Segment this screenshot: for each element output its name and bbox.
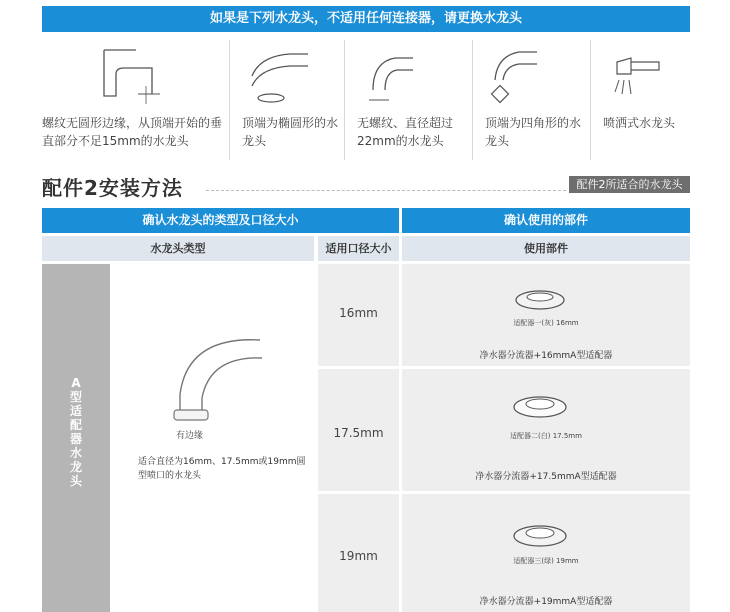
column-header-type: 水龙头类型 <box>42 236 314 261</box>
section-divider <box>206 190 566 191</box>
oval-tip-faucet-icon <box>230 46 345 112</box>
unsuitable-item <box>42 40 230 160</box>
column-header-size: 适用口径大小 <box>318 236 399 261</box>
part-description: 净水器分流器+16mmA型适配器 <box>479 351 613 361</box>
size-value: 17.5mm <box>333 426 384 440</box>
unsuitable-faucet-list <box>42 40 690 160</box>
section-tag: 配件2所适合的水龙头 <box>569 176 690 193</box>
unsuitable-item <box>473 40 591 160</box>
adapter-label: 适配器一(灰) 16mm <box>513 319 579 327</box>
faucet-type-label: 有边缘 <box>176 431 204 441</box>
size-value: 19mm <box>339 549 378 563</box>
unsuitable-item <box>591 40 690 160</box>
warning-banner: 如果是下列水龙头，不适用任何连接器，请更换水龙头 <box>42 6 690 32</box>
faucet-type-description: 适合直径为16mm、17.5mm或19mm圆型喷口的水龙头 <box>138 457 306 481</box>
rounded-rim-faucet-icon <box>42 46 230 112</box>
adapter-label: 适配器二(白) 17.5mm <box>510 432 582 440</box>
size-value: 16mm <box>339 306 378 320</box>
category-cell <box>42 264 110 612</box>
unsuitable-caption: 顶端为四角形的水龙头 <box>485 116 582 148</box>
unsuitable-caption: 喷洒式水龙头 <box>603 116 676 130</box>
category-label: A型适配器水龙头 <box>69 376 82 488</box>
faucet-type-cell <box>112 264 314 612</box>
size-cell <box>318 369 399 491</box>
unsuitable-caption: 顶端为椭圆形的水龙头 <box>242 116 339 148</box>
large-diameter-faucet-icon <box>345 46 473 112</box>
adapter-label: 适配器三(绿) 19mm <box>513 557 579 565</box>
part-cell <box>402 369 690 491</box>
adapter-white-icon <box>402 383 690 429</box>
unsuitable-item <box>230 40 345 160</box>
section-title: 配件2安装方法 <box>42 176 183 200</box>
table-header-left: 确认水龙头的类型及口径大小 <box>42 208 399 233</box>
unsuitable-caption: 螺纹无圆形边缘，从顶端开始的垂直部分不足15mm的水龙头 <box>42 116 223 148</box>
adapter-gray-icon <box>402 278 690 318</box>
size-cell <box>318 264 399 366</box>
part-description: 净水器分流器+19mmA型适配器 <box>479 597 613 607</box>
part-cell <box>402 264 690 366</box>
unsuitable-caption: 无螺纹、直径超过22mm的水龙头 <box>357 116 454 148</box>
square-tip-faucet-icon <box>473 46 591 112</box>
unsuitable-item <box>345 40 473 160</box>
adapter-green-icon <box>402 512 690 558</box>
size-cell <box>318 494 399 612</box>
part-cell <box>402 494 690 612</box>
table-header-right: 确认使用的部件 <box>402 208 690 233</box>
column-header-parts: 使用部件 <box>402 236 690 261</box>
spray-faucet-icon <box>591 46 690 112</box>
part-description: 净水器分流器+17.5mmA型适配器 <box>475 472 617 482</box>
